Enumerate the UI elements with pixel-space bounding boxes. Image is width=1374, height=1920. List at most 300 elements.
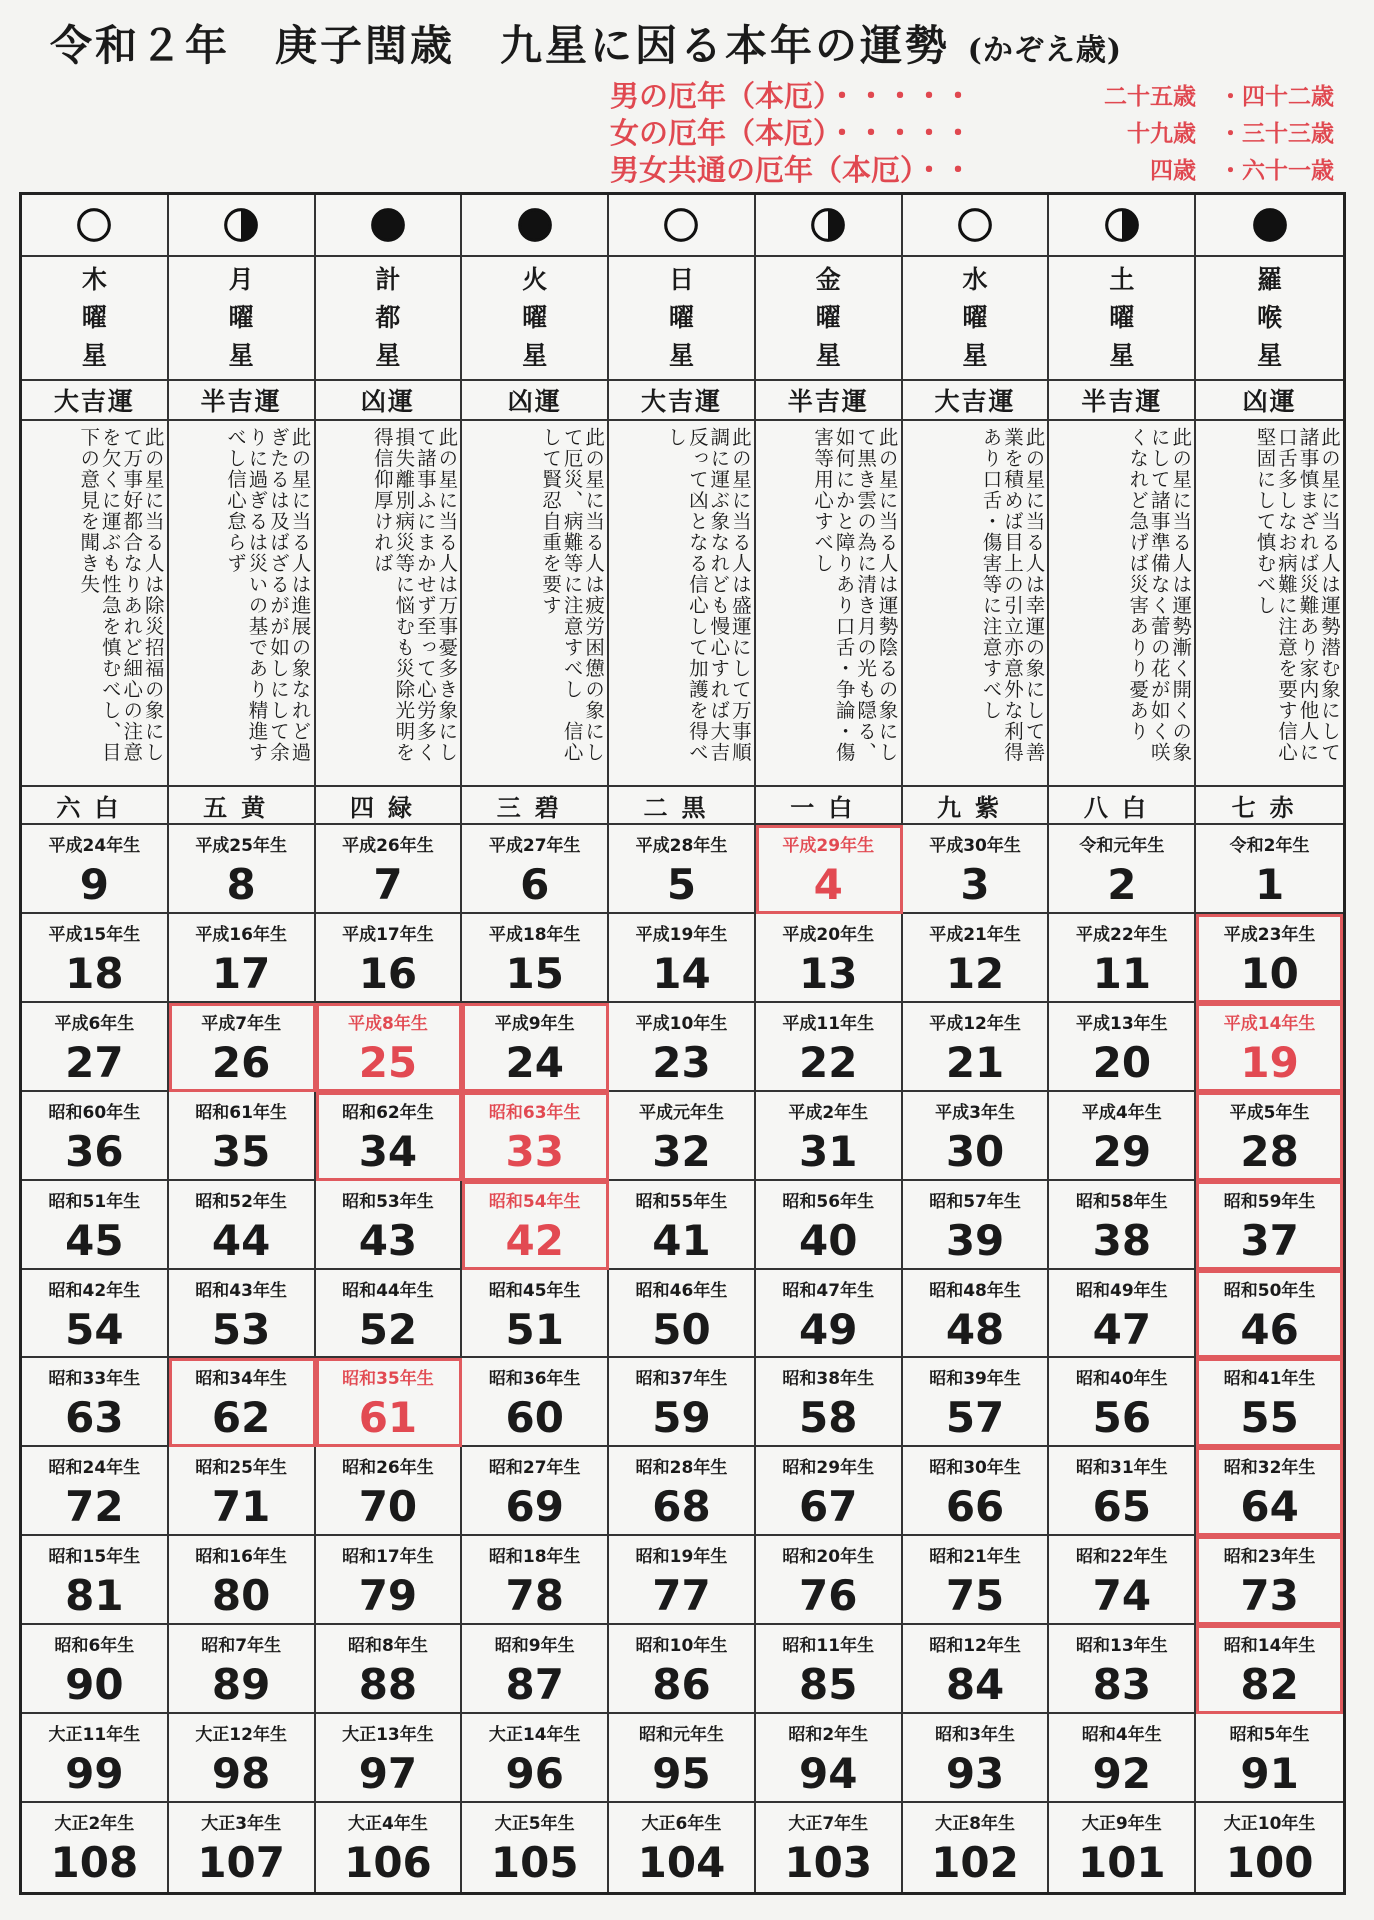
fortune-description: 此の星に当る人は進展の象なれど過ぎたるは及ばざるがが如しにして余りに過ぎるは災いの基であり精進すべし信心怠らず [169, 421, 316, 787]
age-cell [169, 1358, 316, 1447]
birth-year: 平成16年生 [195, 924, 287, 945]
birth-year: 昭和25年生 [195, 1458, 287, 1479]
birth-year: 平成9年生 [494, 1013, 575, 1034]
age-number: 3 [960, 860, 990, 909]
age-cell [903, 1358, 1050, 1447]
age-cell [22, 1714, 169, 1803]
age-number: 73 [1240, 1571, 1299, 1621]
birth-year: 平成11年生 [782, 1013, 875, 1034]
birth-year: 昭和27年生 [488, 1458, 581, 1479]
age-cell [462, 1803, 609, 1892]
age-number: 99 [65, 1749, 124, 1799]
birth-year: 昭和49年生 [1075, 1280, 1168, 1301]
age-number: 106 [344, 1838, 432, 1888]
age-cell [1196, 1358, 1343, 1447]
age-number: 67 [799, 1482, 858, 1532]
yaku-row-female [610, 115, 1340, 152]
birth-year: 昭和63年生 [488, 1102, 581, 1123]
symbol-cell [1049, 195, 1196, 257]
age-cell [756, 1270, 903, 1359]
birth-year: 昭和54年生 [488, 1191, 581, 1212]
age-cell [609, 914, 756, 1003]
birth-year: 大正4年生 [348, 1814, 428, 1835]
age-number: 72 [65, 1482, 124, 1532]
birth-year: 平成5年生 [1229, 1102, 1310, 1123]
kyusei-label: 六白 [22, 787, 169, 825]
birth-year: 昭和55年生 [635, 1191, 728, 1212]
yaku-ages: 十九歳 ・三十三歳 [1127, 120, 1334, 147]
age-number: 36 [65, 1126, 124, 1176]
age-number: 101 [1077, 1838, 1166, 1888]
age-cell [1196, 914, 1343, 1003]
age-number: 89 [211, 1660, 271, 1710]
star-name-char: 日 [668, 265, 694, 294]
age-cell [1196, 1092, 1343, 1181]
age-cell [756, 1625, 903, 1714]
fortune-description: 此の星に当る人は運勢陰るの象にして黒き雲の為に清き月の光も隠る、如何にかと障りあり口舌・争論・傷害等用心すべし [756, 421, 903, 787]
kyusei-label: 九紫 [903, 787, 1050, 825]
yaku-ages: 四歳 ・六十一歳 [1150, 157, 1334, 184]
age-number: 92 [1092, 1749, 1152, 1799]
age-number: 19 [1240, 1037, 1299, 1087]
star-name-char: 金 [815, 265, 841, 294]
age-number: 51 [505, 1304, 564, 1354]
age-number: 28 [1240, 1126, 1299, 1176]
birth-year: 昭和24年生 [48, 1458, 141, 1479]
age-number: 61 [358, 1393, 418, 1443]
age-number: 58 [799, 1393, 858, 1443]
age-cell [169, 1714, 316, 1803]
age-cell [1196, 825, 1343, 914]
fortune-label: 凶運 [1196, 381, 1343, 421]
age-number: 56 [1092, 1393, 1152, 1443]
star-name-char: 計 [375, 265, 401, 294]
birth-year: 平成19年生 [635, 924, 728, 945]
age-cell [316, 1270, 463, 1359]
age-number: 76 [799, 1571, 858, 1621]
birth-year: 昭和10年生 [635, 1636, 728, 1657]
age-number: 90 [65, 1660, 124, 1710]
kyusei-label: 八白 [1049, 787, 1196, 825]
birth-year: 昭和21年生 [929, 1547, 1021, 1568]
age-number: 75 [945, 1571, 1005, 1621]
star-name-char: 都 [375, 303, 401, 332]
birth-year: 昭和38年生 [782, 1369, 875, 1390]
birth-year: 大正9年生 [1081, 1814, 1162, 1835]
birth-year: 昭和33年生 [48, 1369, 141, 1390]
age-number: 10 [1240, 948, 1299, 998]
age-cell [1196, 1447, 1343, 1536]
half-circle-icon [1104, 207, 1140, 243]
birth-year: 昭和12年生 [929, 1636, 1021, 1657]
age-cell [903, 1447, 1050, 1536]
birth-year: 昭和57年生 [929, 1191, 1021, 1212]
age-cell [1196, 1181, 1343, 1270]
age-number: 31 [799, 1126, 858, 1176]
age-number: 49 [799, 1304, 858, 1354]
age-cell [1049, 1358, 1196, 1447]
star-name-char: 星 [668, 341, 694, 370]
age-number: 81 [65, 1571, 124, 1621]
title-main: 令和２年 庚子閏歳 九星に因る本年の運勢 [50, 21, 951, 70]
birth-year: 平成23年生 [1223, 924, 1316, 945]
age-cell [169, 825, 316, 914]
age-number: 71 [211, 1482, 271, 1532]
star-name-cell [756, 257, 903, 381]
age-number: 5 [666, 860, 697, 909]
age-cell [22, 1003, 169, 1092]
fortune-description: 此の星に当る人は万事憂多き象にして諸事ふにまかせず至って心労多く損失離別病災等に悩むも災除光明を得信仰厚ければ [316, 421, 463, 787]
age-cell [462, 1536, 609, 1625]
symbol-cell [609, 195, 756, 257]
age-number: 23 [652, 1037, 711, 1087]
fortune-description: 此の星に当る人は幸運の象にして善業を積めば目上の引立亦意外な利得あり口舌・傷害等に注意すべし [903, 421, 1050, 787]
kyusei-label: 一白 [756, 787, 903, 825]
birth-year: 昭和元年生 [638, 1725, 724, 1746]
birth-year: 昭和35年生 [342, 1369, 434, 1390]
age-cell [22, 1092, 169, 1181]
age-cell [316, 1714, 463, 1803]
fortune-label: 大吉運 [609, 381, 756, 421]
age-cell [462, 1625, 609, 1714]
star-name-char: 星 [1257, 341, 1283, 370]
age-number: 60 [505, 1393, 564, 1443]
age-number: 97 [358, 1749, 418, 1799]
birth-year: 昭和28年生 [635, 1458, 728, 1479]
age-number: 9 [79, 860, 109, 909]
star-name-char: 喉 [1257, 303, 1283, 332]
star-name-char: 曜 [522, 303, 548, 332]
birth-year: 平成2年生 [788, 1102, 869, 1123]
age-cell [316, 825, 463, 914]
age-cell [609, 1803, 756, 1892]
half-circle-icon [810, 207, 846, 243]
age-number: 87 [505, 1660, 564, 1710]
kyusei-label: 五黄 [169, 787, 316, 825]
age-number: 64 [1240, 1482, 1299, 1532]
age-number: 16 [358, 948, 418, 998]
age-cell [169, 1270, 316, 1359]
age-number: 69 [505, 1482, 564, 1532]
star-name-char: 曜 [228, 303, 254, 332]
age-number: 7 [373, 860, 403, 909]
birth-year: 昭和62年生 [342, 1102, 434, 1123]
age-cell [22, 1358, 169, 1447]
fortune-label: 大吉運 [22, 381, 169, 421]
age-number: 53 [211, 1304, 271, 1354]
birth-year: 平成21年生 [929, 924, 1021, 945]
birth-year: 昭和31年生 [1075, 1458, 1168, 1479]
birth-year: 大正13年生 [342, 1725, 434, 1746]
birth-year: 大正5年生 [494, 1814, 575, 1835]
open-circle-icon [957, 207, 993, 243]
birth-year: 昭和13年生 [1075, 1636, 1168, 1657]
birth-year: 昭和42年生 [48, 1280, 141, 1301]
age-cell [316, 1358, 463, 1447]
filled-circle-icon [517, 207, 553, 243]
birth-year: 昭和44年生 [342, 1280, 434, 1301]
birth-year: 平成元年生 [638, 1102, 724, 1123]
age-number: 63 [65, 1393, 124, 1443]
age-cell [609, 1625, 756, 1714]
age-number: 84 [945, 1660, 1005, 1710]
age-cell [903, 1714, 1050, 1803]
age-cell [1049, 825, 1196, 914]
age-number: 46 [1240, 1304, 1299, 1354]
age-number: 40 [799, 1215, 858, 1265]
birth-year: 大正10年生 [1223, 1814, 1316, 1835]
age-number: 70 [358, 1482, 418, 1532]
age-cell [462, 1092, 609, 1181]
birth-year: 昭和40年生 [1075, 1369, 1168, 1390]
birth-year: 昭和51年生 [48, 1191, 141, 1212]
yaku-label: 女の厄年（本厄）・・・・・ [610, 116, 973, 150]
age-cell [756, 1714, 903, 1803]
birth-year: 平成28年生 [635, 836, 728, 856]
age-number: 79 [358, 1571, 418, 1621]
age-cell [756, 1181, 903, 1270]
filled-circle-icon [1252, 207, 1288, 243]
age-cell [756, 1092, 903, 1181]
filled-circle-icon [370, 207, 406, 243]
age-cell [316, 914, 463, 1003]
age-number: 74 [1092, 1571, 1152, 1621]
fortune-label: 半吉運 [756, 381, 903, 421]
star-name-char: 曜 [815, 303, 841, 332]
age-number: 21 [945, 1037, 1005, 1087]
age-cell [462, 1003, 609, 1092]
birth-year: 令和元年生 [1079, 836, 1165, 856]
age-number: 66 [945, 1482, 1005, 1532]
birth-year: 昭和61年生 [195, 1102, 287, 1123]
age-number: 1 [1254, 860, 1285, 909]
age-cell [22, 1270, 169, 1359]
age-cell [22, 1625, 169, 1714]
birth-year: 平成4年生 [1081, 1102, 1162, 1123]
age-cell [462, 1270, 609, 1359]
age-cell [903, 1092, 1050, 1181]
age-cell [462, 825, 609, 914]
age-number: 33 [505, 1126, 564, 1176]
age-number: 11 [1092, 948, 1152, 998]
age-number: 22 [799, 1037, 858, 1087]
age-number: 8 [226, 860, 256, 909]
age-number: 54 [65, 1304, 124, 1354]
age-number: 42 [505, 1215, 564, 1265]
birth-year: 昭和16年生 [195, 1547, 287, 1568]
birth-year: 昭和46年生 [635, 1280, 728, 1301]
age-cell [462, 1358, 609, 1447]
star-name-char: 星 [1109, 341, 1135, 370]
birth-year: 昭和45年生 [488, 1280, 581, 1301]
birth-year: 平成25年生 [195, 836, 287, 856]
age-number: 48 [945, 1304, 1005, 1354]
birth-year: 平成14年生 [1223, 1013, 1316, 1034]
birth-year: 昭和22年生 [1075, 1547, 1168, 1568]
age-number: 14 [652, 948, 711, 998]
age-number: 108 [50, 1838, 139, 1888]
age-cell [1049, 1270, 1196, 1359]
age-cell [462, 1447, 609, 1536]
birth-year: 平成15年生 [48, 924, 141, 945]
age-cell [609, 1447, 756, 1536]
age-number: 15 [505, 948, 564, 998]
age-number: 107 [197, 1838, 285, 1888]
birth-year: 大正11年生 [48, 1725, 141, 1746]
age-number: 62 [211, 1393, 271, 1443]
age-cell [1049, 1714, 1196, 1803]
age-cell [316, 1447, 463, 1536]
birth-year: 昭和15年生 [48, 1547, 141, 1568]
age-cell [1196, 1625, 1343, 1714]
birth-year: 昭和50年生 [1223, 1280, 1316, 1301]
age-number: 77 [652, 1571, 711, 1621]
birth-year: 昭和41年生 [1223, 1369, 1316, 1390]
birth-year: 平成17年生 [342, 924, 434, 945]
age-number: 100 [1225, 1838, 1314, 1888]
age-cell [462, 1714, 609, 1803]
star-name-char: 火 [522, 265, 548, 294]
birth-year: 昭和34年生 [195, 1369, 287, 1390]
age-number: 50 [652, 1304, 711, 1354]
fortune-description: 此の星に当る人は運勢漸く開くの象にして諸事準備なく蕾の花が如く咲くなれど急げば災害ありり憂あり [1049, 421, 1196, 787]
birth-year: 昭和5年生 [1229, 1725, 1310, 1746]
fortune-description: 此の星に当る人は盛運にして万事順調に運ぶ象なれども慢心すれば大吉反って凶となる信心して加護を得べし [609, 421, 756, 787]
symbol-cell [316, 195, 463, 257]
age-cell [22, 1536, 169, 1625]
birth-year: 昭和11年生 [782, 1636, 875, 1657]
birth-year: 平成3年生 [935, 1102, 1015, 1123]
birth-year: 昭和2年生 [788, 1725, 869, 1746]
fortune-label: 凶運 [462, 381, 609, 421]
star-name-char: 曜 [962, 303, 988, 332]
age-number: 80 [211, 1571, 271, 1621]
age-cell [903, 1270, 1050, 1359]
birth-year: 昭和48年生 [929, 1280, 1021, 1301]
birth-year: 昭和60年生 [48, 1102, 141, 1123]
age-cell [169, 1447, 316, 1536]
age-cell [1196, 1803, 1343, 1892]
birth-year: 大正12年生 [195, 1725, 287, 1746]
kyusei-label: 七赤 [1196, 787, 1343, 825]
age-number: 57 [945, 1393, 1005, 1443]
age-cell [169, 1625, 316, 1714]
age-cell [1049, 1625, 1196, 1714]
age-number: 52 [358, 1304, 418, 1354]
fortune-label: 半吉運 [1049, 381, 1196, 421]
age-number: 59 [652, 1393, 711, 1443]
age-cell [903, 1003, 1050, 1092]
age-cell [1049, 1803, 1196, 1892]
age-number: 29 [1092, 1126, 1152, 1176]
age-cell [1196, 1003, 1343, 1092]
age-number: 88 [358, 1660, 418, 1710]
age-cell [1049, 914, 1196, 1003]
age-cell [756, 1003, 903, 1092]
age-cell [169, 1003, 316, 1092]
star-name-cell [1049, 257, 1196, 381]
age-cell [1196, 1714, 1343, 1803]
birth-year: 昭和4年生 [1081, 1725, 1162, 1746]
age-number: 6 [520, 860, 550, 909]
age-number: 34 [358, 1126, 418, 1176]
birth-year: 平成12年生 [929, 1013, 1021, 1034]
birth-year: 大正8年生 [935, 1814, 1015, 1835]
age-cell [462, 914, 609, 1003]
birth-year: 平成20年生 [782, 924, 875, 945]
kyusei-label: 四緑 [316, 787, 463, 825]
age-number: 37 [1240, 1215, 1299, 1265]
birth-year: 昭和3年生 [935, 1725, 1015, 1746]
birth-year: 昭和19年生 [635, 1547, 728, 1568]
age-cell [316, 1092, 463, 1181]
birth-year: 平成13年生 [1075, 1013, 1168, 1034]
symbol-cell [169, 195, 316, 257]
star-name-char: 曜 [1109, 303, 1135, 332]
age-number: 18 [65, 948, 124, 998]
age-cell [903, 914, 1050, 1003]
birth-year: 昭和26年生 [342, 1458, 434, 1479]
age-number: 55 [1240, 1393, 1299, 1443]
age-number: 68 [652, 1482, 711, 1532]
birth-year: 昭和37年生 [635, 1369, 728, 1390]
age-number: 12 [945, 948, 1005, 998]
star-name-cell [169, 257, 316, 381]
star-name-char: 月 [228, 265, 254, 294]
fortune-description: 此の星に当る人は運勢潜む象にして諸事慎まざれば災難あり家内他人に口舌多しなお病難に注意を要す信心堅固にして慎むべし [1196, 421, 1343, 787]
star-name-char: 星 [228, 341, 254, 370]
age-number: 105 [490, 1838, 579, 1888]
star-name-char: 星 [81, 341, 107, 370]
age-cell [756, 825, 903, 914]
age-number: 24 [505, 1037, 564, 1087]
age-cell [903, 1536, 1050, 1625]
age-number: 41 [652, 1215, 711, 1265]
birth-year: 平成26年生 [342, 836, 434, 856]
age-cell [1049, 1181, 1196, 1270]
title-sub: (かぞえ歳) [967, 33, 1123, 68]
birth-year: 昭和18年生 [488, 1547, 581, 1568]
age-cell [316, 1625, 463, 1714]
kyusei-label: 三碧 [462, 787, 609, 825]
birth-year: 大正14年生 [488, 1725, 581, 1746]
birth-year: 昭和39年生 [929, 1369, 1021, 1390]
star-name-char: 木 [81, 265, 107, 294]
birth-year: 昭和47年生 [782, 1280, 875, 1301]
age-number: 94 [799, 1749, 858, 1799]
birth-year: 昭和53年生 [342, 1191, 434, 1212]
fortune-description: 此の星に当る人は除災招福の象にして万事好都合なりあれど細心の注意を欠くに運ぶも性急を慎むべし、目下の意見を聞き失 [22, 421, 169, 787]
age-cell [22, 914, 169, 1003]
age-cell [462, 1181, 609, 1270]
birth-year: 昭和20年生 [782, 1547, 875, 1568]
age-number: 26 [211, 1037, 271, 1087]
age-number: 38 [1092, 1215, 1152, 1265]
age-number: 20 [1092, 1037, 1152, 1087]
age-cell [609, 1714, 756, 1803]
birth-year: 平成29年生 [782, 836, 875, 856]
age-number: 102 [931, 1838, 1019, 1888]
age-cell [1196, 1536, 1343, 1625]
birth-year: 昭和8年生 [348, 1636, 428, 1657]
age-number: 47 [1092, 1304, 1152, 1354]
age-cell [1049, 1447, 1196, 1536]
birth-year: 平成22年生 [1075, 924, 1168, 945]
age-number: 45 [65, 1215, 124, 1265]
age-cell [316, 1803, 463, 1892]
page-title [50, 14, 1340, 78]
birth-year: 令和2年生 [1229, 836, 1310, 856]
